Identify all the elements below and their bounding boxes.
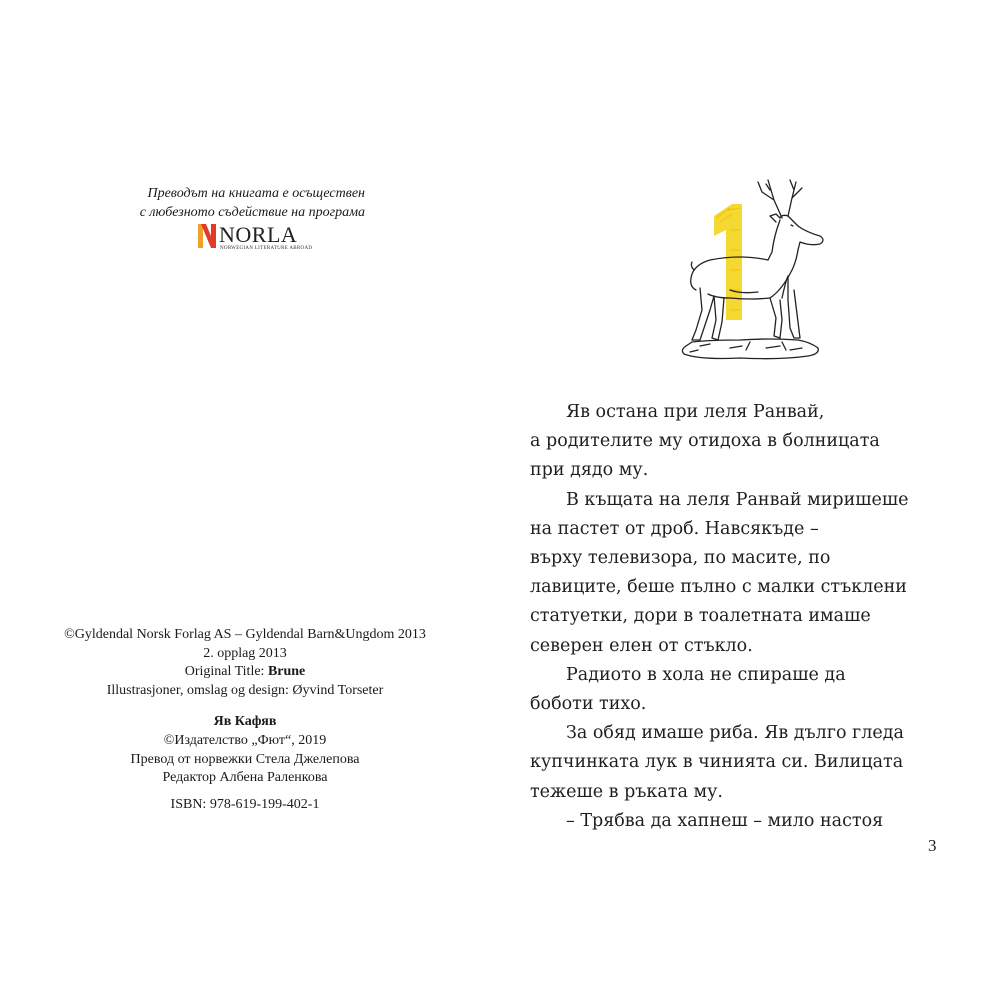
original-title-label: Original Title: xyxy=(184,664,268,680)
paragraph-line: боботи тихо. xyxy=(530,694,647,715)
norla-tagline: NORWEGIAN LITERATURE ABROAD xyxy=(220,246,313,251)
paragraph-line: статуетки, дори в тоалетната имаше xyxy=(530,606,871,627)
paragraph-line: тежеше в ръката му. xyxy=(530,781,723,802)
paragraph-line: купчинката лук в чинията си. Вилицата xyxy=(530,752,904,773)
paragraph-line: За обяд имаше риба. Яв дълго гледа xyxy=(566,723,904,744)
paragraph-line: върху телевизора, по масите, по xyxy=(530,548,831,569)
paragraph-line: – Трябва да хапнеш – мило настоя xyxy=(566,810,884,831)
original-title-line xyxy=(40,663,450,682)
norla-wordmark: NORLA xyxy=(219,222,298,247)
paragraph-line: Яв остана при леля Ранвай, xyxy=(566,402,825,422)
credit-line-2: с любезното съдействие на програма xyxy=(139,205,365,220)
author-name xyxy=(40,713,450,732)
editor-credit: Редактор Албена Раленкова xyxy=(162,770,328,786)
paragraph-line: а родителите му отидоха в болницата xyxy=(530,431,880,452)
chapter-number-text: 1 xyxy=(670,170,671,171)
chapter-text xyxy=(530,398,960,836)
norla-logo xyxy=(198,222,318,254)
paragraph-line: на пастет от дроб. Навсякъде – xyxy=(530,518,819,539)
paragraph-line: В къщата на леля Ранвай миришеше xyxy=(566,489,909,510)
edition-line: 2. opplag 2013 xyxy=(203,645,287,661)
copyright-publisher: ©Издателство „Фют“, 2019 xyxy=(163,732,327,748)
isbn: ISBN: 978-619-199-402-1 xyxy=(170,796,320,812)
credit-line-1: Преводът на книгата е осъществен xyxy=(147,186,365,201)
translator-credit: Превод от норвежки Стела Джелепова xyxy=(130,751,360,767)
chapter-illustration xyxy=(670,170,830,370)
copyright-original: ©Gyldendal Norsk Forlag AS – Gyldendal Barn&Ungdom 2013 xyxy=(64,627,426,642)
illustrations-credit: Illustrasjoner, omslag og design: Øyvind Torseter xyxy=(106,682,384,698)
translation-credit xyxy=(60,184,440,222)
imprint-block xyxy=(40,626,450,814)
paragraph-line: при дядо му. xyxy=(530,460,649,481)
norla-mark-icon xyxy=(198,224,216,248)
page-number: 3 xyxy=(928,836,937,855)
paragraph-line: Радиото в хола не спираше да xyxy=(566,664,846,685)
paragraph-line: лавиците, беше пълно с малки стъклени xyxy=(530,577,907,598)
paragraph-line: северен елен от стъкло. xyxy=(530,635,753,656)
original-title: Brune xyxy=(267,664,306,680)
reindeer-figurine-icon xyxy=(682,180,823,359)
author-name-text: Яв Кафяв xyxy=(213,714,277,730)
